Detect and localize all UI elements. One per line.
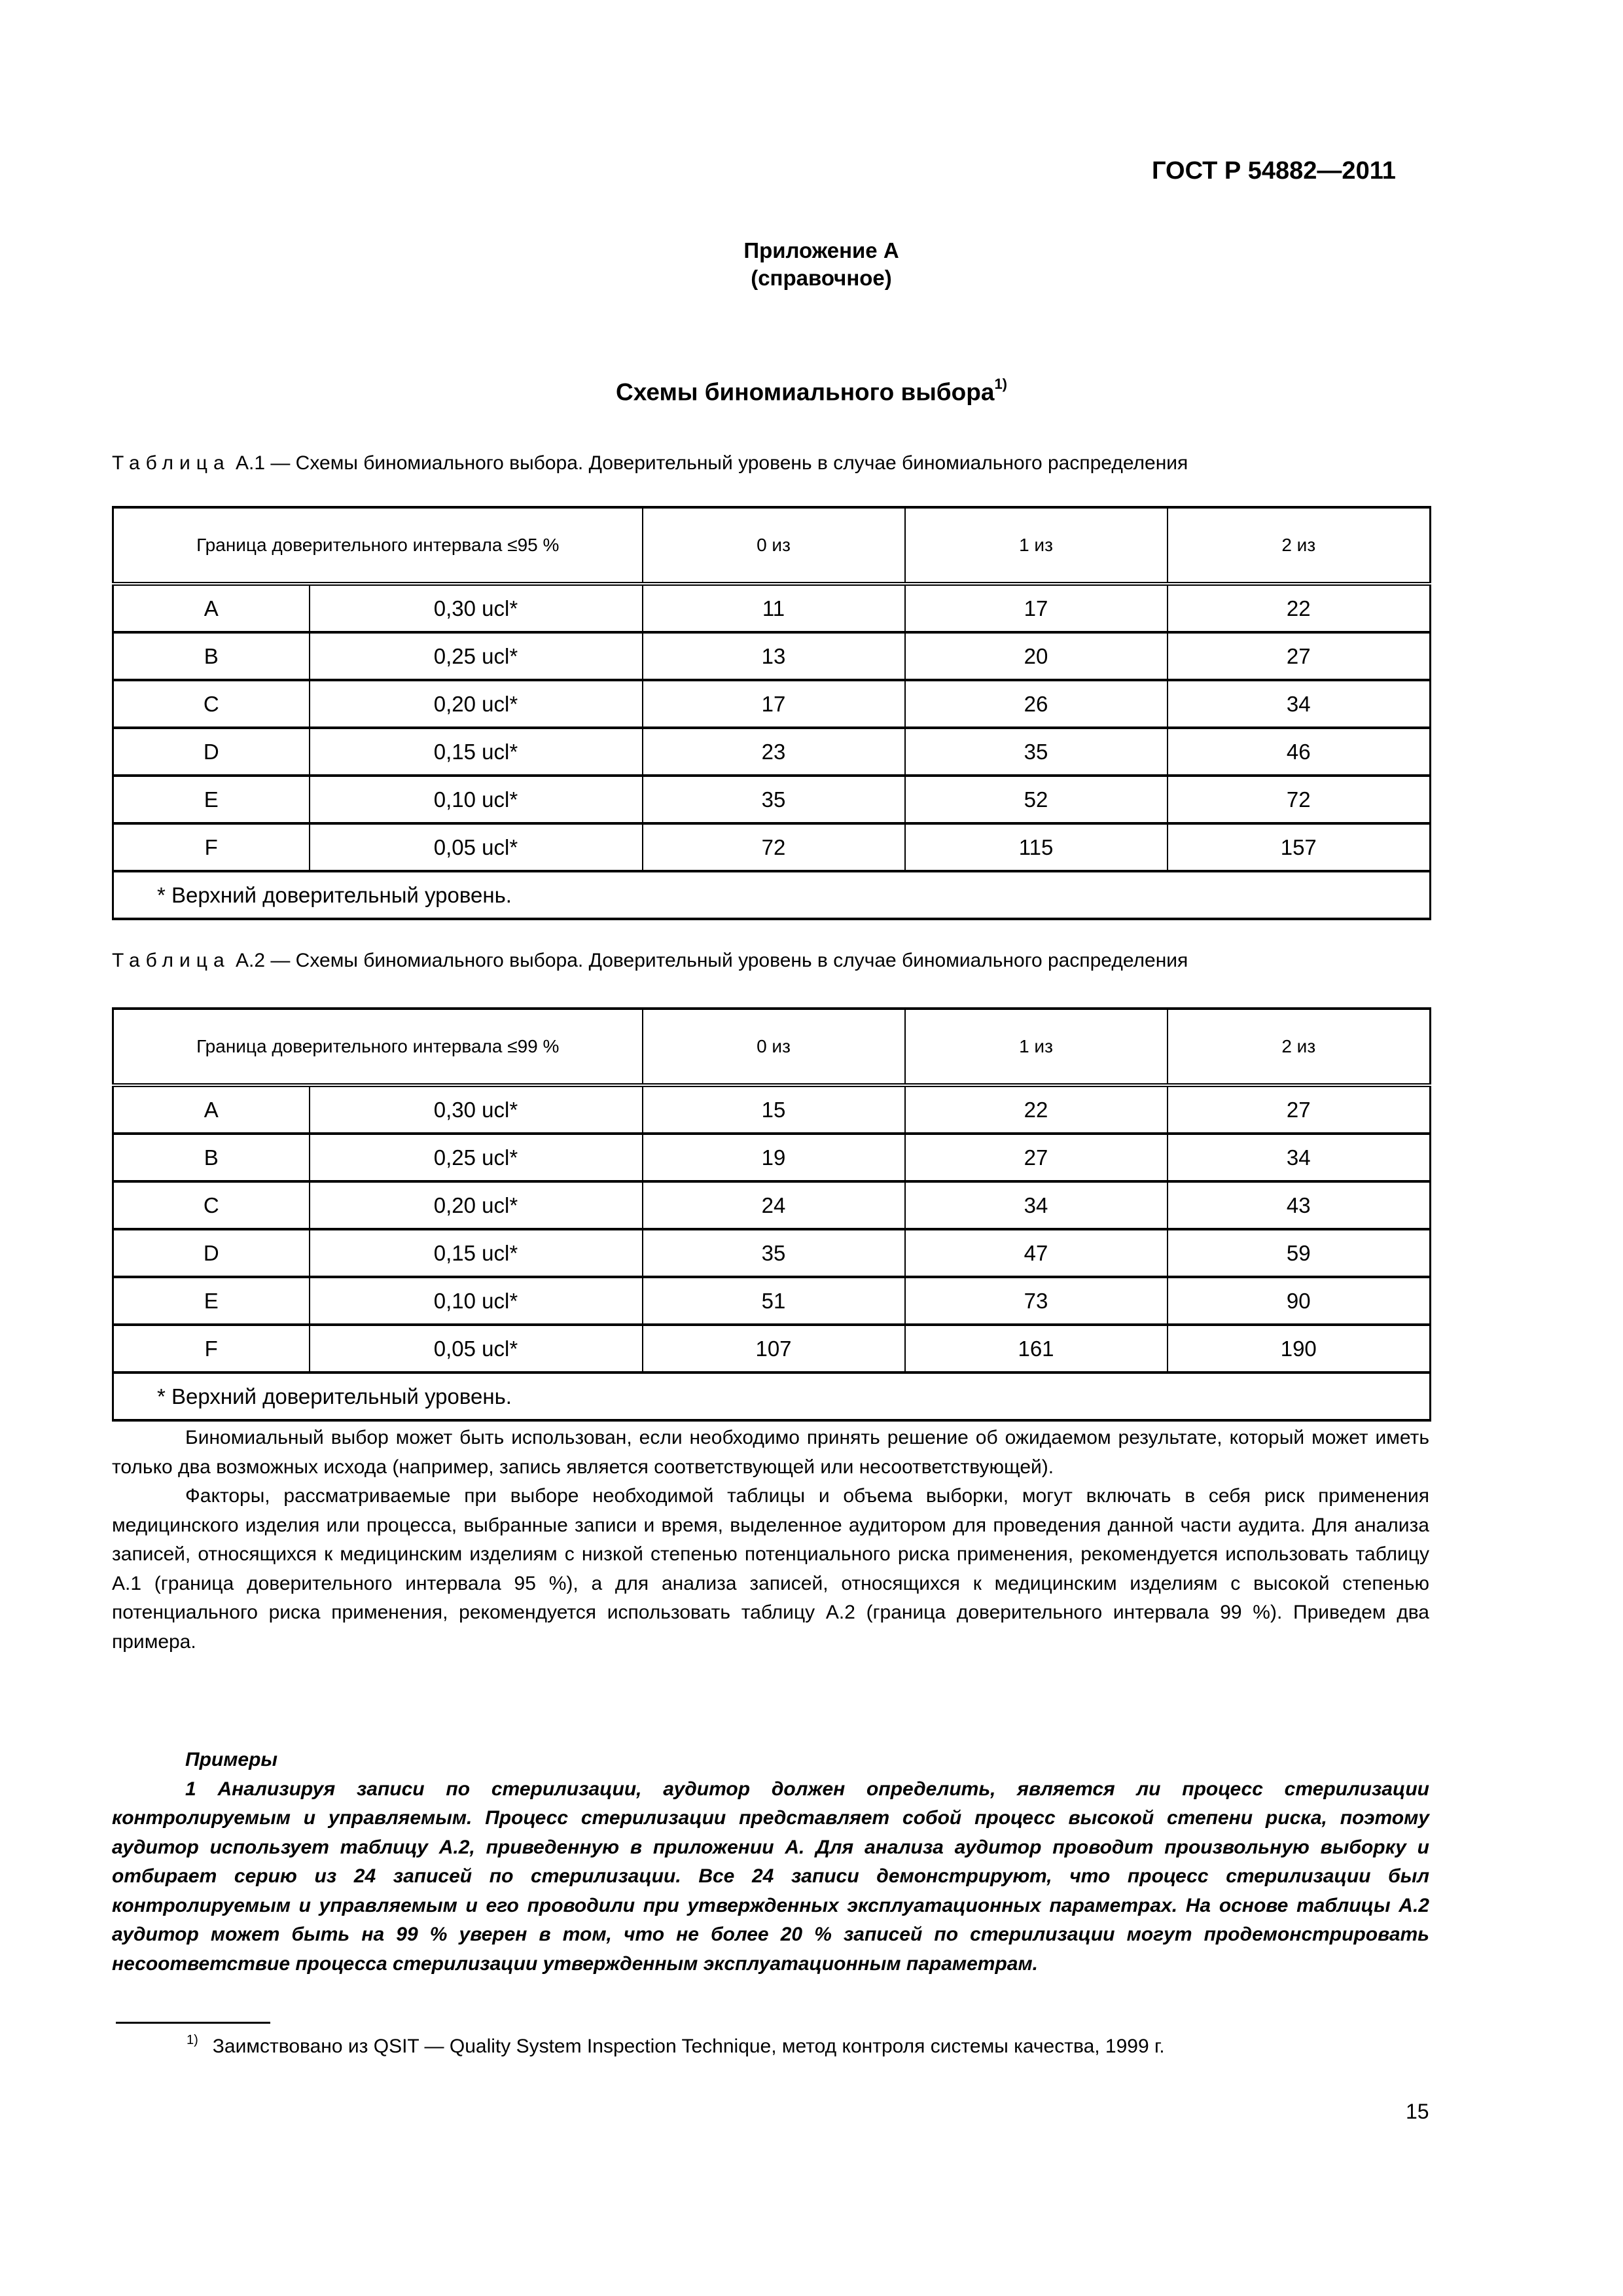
table-a1-header-row xyxy=(113,507,1431,584)
footnote-mark: 1) xyxy=(187,2033,198,2047)
value-cell: 35 xyxy=(905,728,1168,776)
table-a1 xyxy=(112,506,1431,920)
scheme-cell: B xyxy=(113,1134,310,1181)
level-cell: 0,10 ucl* xyxy=(310,1277,643,1325)
scheme-cell: F xyxy=(113,1325,310,1372)
value-cell: 107 xyxy=(643,1325,905,1372)
value-cell: 23 xyxy=(643,728,905,776)
value-cell: 15 xyxy=(643,1085,905,1134)
value-cell: 72 xyxy=(1168,776,1431,823)
table-a1-note: * Верхний доверительный уровень. xyxy=(113,871,1431,919)
level-cell: 0,05 ucl* xyxy=(310,823,643,871)
section-footnote-mark[interactable]: 1) xyxy=(994,376,1007,392)
value-cell: 157 xyxy=(1168,823,1431,871)
table-row xyxy=(113,776,1431,823)
value-cell: 115 xyxy=(905,823,1168,871)
table-a2-note: * Верхний доверительный уровень. xyxy=(113,1372,1431,1420)
value-cell: 51 xyxy=(643,1277,905,1325)
level-cell: 0,20 ucl* xyxy=(310,1181,643,1229)
table-row xyxy=(113,1325,1431,1372)
scheme-cell: A xyxy=(113,1085,310,1134)
value-cell: 24 xyxy=(643,1181,905,1229)
level-cell: 0,25 ucl* xyxy=(310,632,643,680)
table-row xyxy=(113,1229,1431,1277)
level-cell: 0,30 ucl* xyxy=(310,1085,643,1134)
value-cell: 27 xyxy=(1168,1085,1431,1134)
table-a1-header-col-0: 0 из xyxy=(643,507,905,584)
footnote-text: Заимствовано из QSIT — Quality System Inspection Technique, метод контроля системы качества, 1999 г. xyxy=(212,2036,1165,2057)
scheme-cell: E xyxy=(113,1277,310,1325)
examples-heading: Примеры xyxy=(185,1749,278,1770)
value-cell: 34 xyxy=(1168,1134,1431,1181)
value-cell: 43 xyxy=(1168,1181,1431,1229)
value-cell: 11 xyxy=(643,584,905,632)
table-a1-header-col-2: 2 из xyxy=(1168,507,1431,584)
table-row xyxy=(113,823,1431,871)
value-cell: 19 xyxy=(643,1134,905,1181)
level-cell: 0,05 ucl* xyxy=(310,1325,643,1372)
scheme-cell: B xyxy=(113,632,310,680)
scheme-cell: E xyxy=(113,776,310,823)
appendix-subtitle: (справочное) xyxy=(751,266,892,290)
table-a2-caption-text: А.2 — Схемы биномиального выбора. Доверительный уровень в случае биномиального распределения xyxy=(230,950,1188,971)
value-cell: 34 xyxy=(905,1181,1168,1229)
table-row xyxy=(113,1181,1431,1229)
value-cell: 190 xyxy=(1168,1325,1431,1372)
scheme-cell: D xyxy=(113,1229,310,1277)
scheme-cell: C xyxy=(113,680,310,728)
table-a2-header-col-1: 1 из xyxy=(905,1009,1168,1085)
table-row xyxy=(113,680,1431,728)
value-cell: 22 xyxy=(1168,584,1431,632)
examples-block xyxy=(112,1746,1429,1979)
value-cell: 17 xyxy=(905,584,1168,632)
level-cell: 0,30 ucl* xyxy=(310,584,643,632)
page-number: 15 xyxy=(1406,2100,1429,2123)
level-cell: 0,20 ucl* xyxy=(310,680,643,728)
value-cell: 161 xyxy=(905,1325,1168,1372)
table-a2-header-col-0: 0 из xyxy=(643,1009,905,1085)
footnote xyxy=(187,2034,1165,2058)
appendix-heading xyxy=(0,237,1623,292)
value-cell: 27 xyxy=(1168,632,1431,680)
value-cell: 47 xyxy=(905,1229,1168,1277)
value-cell: 22 xyxy=(905,1085,1168,1134)
value-cell: 72 xyxy=(643,823,905,871)
level-cell: 0,15 ucl* xyxy=(310,728,643,776)
value-cell: 20 xyxy=(905,632,1168,680)
table-a1-caption xyxy=(112,450,1429,476)
table-a1-header-col-1: 1 из xyxy=(905,507,1168,584)
document-code: ГОСТ Р 54882—2011 xyxy=(1152,157,1396,185)
value-cell: 73 xyxy=(905,1277,1168,1325)
scheme-cell: A xyxy=(113,584,310,632)
scheme-cell: F xyxy=(113,823,310,871)
value-cell: 59 xyxy=(1168,1229,1431,1277)
table-a1-caption-label: Таблица xyxy=(112,452,230,474)
body-text xyxy=(112,1424,1429,1657)
table-row xyxy=(113,1085,1431,1134)
table-row xyxy=(113,1277,1431,1325)
table-a2-caption-label: Таблица xyxy=(112,950,230,971)
value-cell: 35 xyxy=(643,1229,905,1277)
value-cell: 35 xyxy=(643,776,905,823)
table-note-row xyxy=(113,871,1431,919)
table-a2-header-row xyxy=(113,1009,1431,1085)
table-a2 xyxy=(112,1007,1431,1422)
example-item: 1 Анализируя записи по стерилизации, аудитор должен определить, является ли процесс стерилизации контролируемым и управляемым. Процесс стерилизации представляет собой процесс высокой степени риска, поэтому аудитор использует таблицу А.2, приведенную в приложении А. Для анализа аудитор проводит произвольную выборку и отбирает серию из 24 записей по стерилизации. Все 24 записи демонстрируют, что процесс стерилизации был контролируемым и управляемым и его проводили при утвержденных эксплуатационных параметрах. На основе таблицы А.2 аудитор может быть на 99 % уверен в том, что не более 20 % записей по стерилизации могут продемонстрировать несоответствие процесса стерилизации утвержденным эксплуатационным параметрам. xyxy=(112,1778,1429,1975)
value-cell: 26 xyxy=(905,680,1168,728)
appendix-title: Приложение А xyxy=(743,238,899,262)
table-a2-header-bound: Граница доверительного интервала ≤99 % xyxy=(113,1009,643,1085)
value-cell: 34 xyxy=(1168,680,1431,728)
body-paragraph: Факторы, рассматриваемые при выборе необходимой таблицы и объема выборки, могут включать в себя риск применения медицинского изделия или процесса, выбранные записи и время, выделенное аудитором для проведения данной части аудита. Для анализа записей, относящихся к медицинским изделиям с низкой степенью потенциального риска применения, рекомендуется использовать таблицу А.1 (граница доверительного интервала 95 %), а для анализа записей, относящихся к медицинским изделиям с высокой степенью потенциального риска применения, рекомендуется использовать таблицу А.2 (граница доверительного интервала 99 %). Приведем два примера. xyxy=(112,1485,1429,1653)
table-row xyxy=(113,632,1431,680)
section-title: Схемы биномиального выбора xyxy=(615,378,995,406)
scheme-cell: C xyxy=(113,1181,310,1229)
footnote-separator xyxy=(116,2022,270,2024)
table-note-row xyxy=(113,1372,1431,1420)
value-cell: 27 xyxy=(905,1134,1168,1181)
table-a1-header-bound: Граница доверительного интервала ≤95 % xyxy=(113,507,643,584)
scheme-cell: D xyxy=(113,728,310,776)
table-a2-header-col-2: 2 из xyxy=(1168,1009,1431,1085)
table-row xyxy=(113,728,1431,776)
table-a2-caption xyxy=(112,948,1429,974)
level-cell: 0,10 ucl* xyxy=(310,776,643,823)
value-cell: 17 xyxy=(643,680,905,728)
value-cell: 52 xyxy=(905,776,1168,823)
body-paragraph: Биномиальный выбор может быть использован, если необходимо принять решение об ожидаемом результате, который может иметь только два возможных исхода (например, запись является соответствующей или несоответствующей). xyxy=(112,1427,1429,1478)
section-title-block xyxy=(0,378,1623,406)
table-row xyxy=(113,584,1431,632)
value-cell: 13 xyxy=(643,632,905,680)
level-cell: 0,15 ucl* xyxy=(310,1229,643,1277)
value-cell: 90 xyxy=(1168,1277,1431,1325)
table-a1-caption-text: А.1 — Схемы биномиального выбора. Доверительный уровень в случае биномиального распределения xyxy=(230,452,1188,474)
level-cell: 0,25 ucl* xyxy=(310,1134,643,1181)
value-cell: 46 xyxy=(1168,728,1431,776)
table-row xyxy=(113,1134,1431,1181)
